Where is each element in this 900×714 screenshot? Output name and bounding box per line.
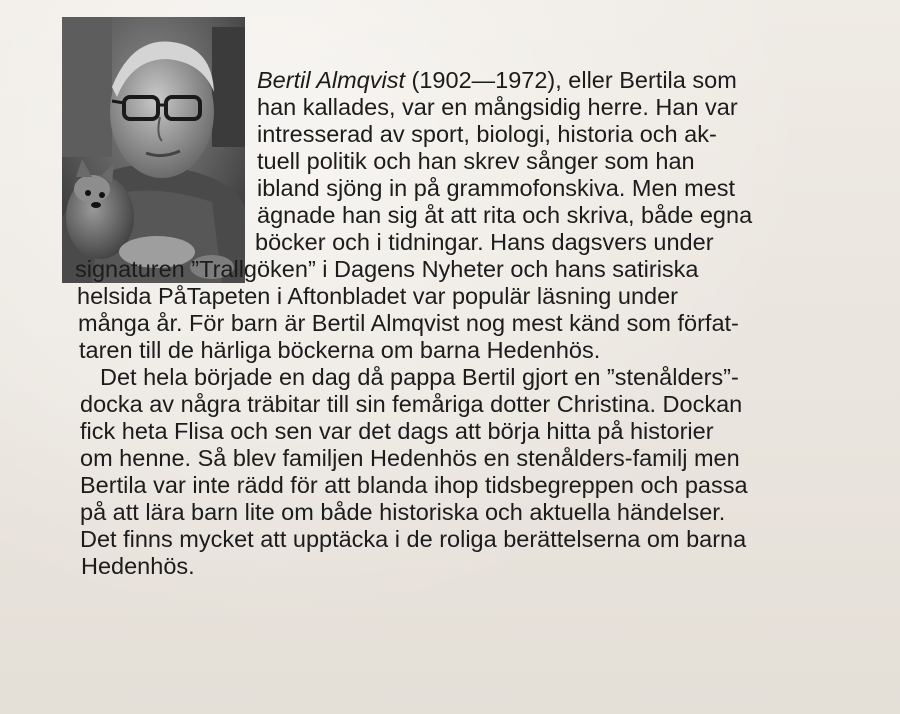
story-line-8: Hedenhös.: [81, 553, 195, 579]
story-line-6: på att lära barn lite om både historiska och aktuella händelser.: [80, 499, 726, 525]
story-line-1: Det hela började en dag då pappa Bertil gjort en ”stenålders”-: [100, 364, 739, 390]
bio-line-5: ibland sjöng in på grammofonskiva. Men mest: [257, 175, 736, 201]
bio-line-1-rest: (1902—1972), eller Bertila som: [405, 67, 737, 93]
story-line-2: docka av några träbitar till sin femåriga dotter Christina. Dockan: [80, 391, 743, 417]
bio-line-8: signaturen ”Trallgöken” i Dagens Nyheter och hans satiriska: [75, 256, 699, 282]
bio-line-6: ägnade han sig åt att rita och skriva, både egna: [257, 202, 753, 228]
bio-line-3: intresserad av sport, biologi, historia och ak-: [257, 121, 717, 147]
story-line-7: Det finns mycket att upptäcka i de roliga berättelserna om barna: [80, 526, 747, 552]
author-name: Bertil Almqvist: [257, 67, 405, 93]
story-line-5: Bertila var inte rädd för att blanda ihop tidsbegreppen och passa: [80, 472, 748, 498]
bio-line-11: taren till de härliga böckerna om barna Hedenhös.: [79, 337, 601, 363]
bio-line-9: helsida PåTapeten i Aftonbladet var populär läsning under: [77, 283, 678, 309]
bio-line-4: tuell politik och han skrev sånger som han: [257, 148, 695, 174]
story-line-3: fick heta Flisa och sen var det dags att börja hitta på historier: [80, 418, 714, 444]
bio-line-7: böcker och i tidningar. Hans dagsvers under: [255, 229, 714, 255]
story-line-4: om henne. Så blev familjen Hedenhös en stenålders-familj men: [80, 445, 740, 471]
bio-line-10: många år. För barn är Bertil Almqvist nog mest känd som förfat-: [78, 310, 739, 336]
bio-line-1: [257, 67, 737, 94]
bio-line-2: han kallades, var en mångsidig herre. Han var: [257, 94, 738, 120]
